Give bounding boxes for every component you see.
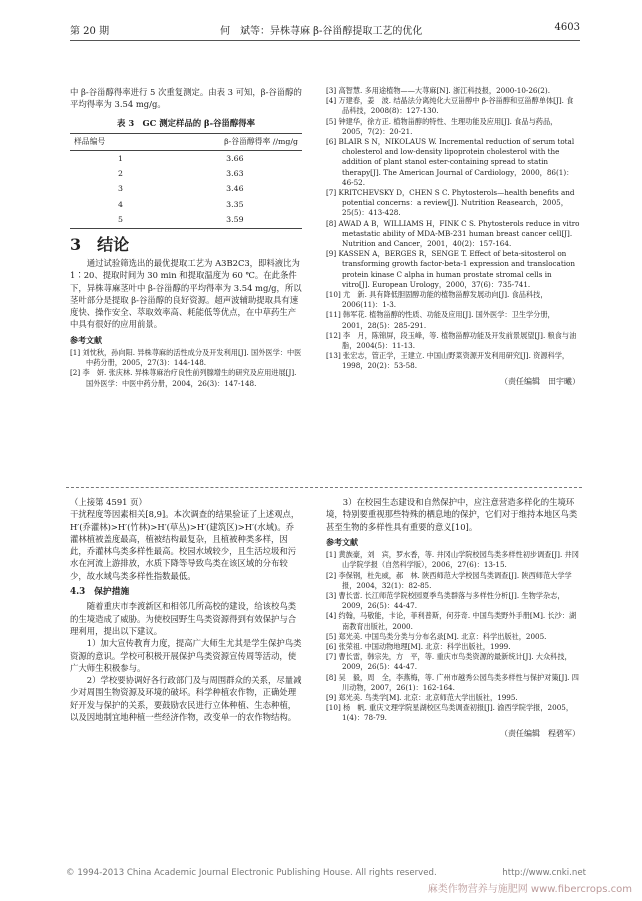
reference-item: [13] 张宏志，管正学，王建立. 中国山野菜资源开发利用研究[J]. 资源科学，1998，20(2)：53-58.: [326, 351, 570, 371]
reference-item: [7] 曹长雷，韩宗先，方 平，等. 重庆市鸟类资源的最新统计[J]. 大众科技，2009，26(5)：44-47.: [326, 652, 572, 672]
table-row: 3 3.46: [118, 184, 244, 194]
table-row: 2 3.63: [118, 168, 244, 178]
reference-item: [3] 高智慧. 多用途植物——大荨麻[N]. 浙江科技报，2000-10-26(2).: [326, 86, 550, 95]
reference-item: [5] 郑光美. 中国鸟类分类与分布名录[M]. 北京：科学出版社，2005.: [326, 631, 547, 641]
table-row: 4 3.35: [118, 199, 244, 209]
reference-item: [11] 韩军花. 植物甾醇的性质、功能及应用[J]. 国外医学：卫生学分册，2001，28(5)：285-291.: [326, 310, 555, 330]
reference-item: [10] 尤 新. 具有降低胆固醇功能的植物甾醇发展动向[J]. 食品科技，2006(11)：1-3.: [326, 290, 548, 310]
header-rule: [70, 40, 580, 41]
reference-item: [9] 郑光美. 鸟类学[M]. 北京：北京师范大学出版社，1995.: [326, 693, 518, 703]
responsible-editor: （责任编辑 程碧军）: [500, 728, 580, 738]
conclusion-paragraph: 通过试验筛选出的最优提取工艺为 A3B2C3，即料液比为 1∶20、提取时间为 30 min 和提取温度为 60 ℃。在此条件下，异株荨麻茎叶中 β-谷甾醇的平均得率为 3.54 mg/g，所以茎叶部分是提取 β-谷甾醇的良好资源。超声波辅助提取具有速度快、操作安全、萃取效率高、耗能低等优点，在中草药生产中具有很好的应用前景。: [70, 257, 302, 330]
responsible-editor: （责任编辑 田宇曦）: [500, 376, 580, 386]
references-label: 参考文献: [326, 536, 358, 547]
reference-item: [2] 李 妍. 张庆林. 异株荨麻治疗良性前列腺增生的研究及应用进展[J]. 国外医学：中医中药分册，2004，26(3)：147-148.: [70, 368, 297, 388]
body-paragraph: 1）加大宣传教育力度，提高广大师生尤其是学生保护鸟类资源的意识。学校可积极开展保护鸟类资源宣传周等活动，使广大师生积极参与。: [70, 638, 302, 673]
reference-item: [8] AWAD A B，WILLIAMS H，FINK C S. Phytosterols reduce in vitro metastatic ability of MDA-MB-231 human breast cancer cell[J]. Nutrition and Cancer，2001，40(2)：157-164.: [326, 218, 580, 249]
table-row: 5 3.59: [70, 212, 302, 228]
top-left-column: [70, 86, 302, 389]
bottom-right-column: [326, 496, 580, 740]
continued-note: （上接第 4591 页）: [70, 497, 147, 507]
top-right-column: [326, 86, 580, 388]
table-caption: 表 3 GC 测定样品的 β-谷甾醇得率: [117, 117, 255, 128]
results-table: [70, 133, 302, 229]
body-paragraph: 随着重庆市李渡新区和相邻几所高校的建设，给该校鸟类的生境造成了威胁。为使校园野生鸟类资源得到有效保护与合理利用，提出以下建议。: [70, 601, 297, 636]
body-paragraph: 2）学校要协调好各行政部门及与周围群众的关系，尽量减少对周围生物资源及环境的破坏。科学种植农作物，正确处理好开发与保护的关系，要鼓励农民进行立体种植、生态种植，以及因地制宜地种植一些经济作物，改变单一的农作物结构。: [70, 675, 302, 723]
running-title: 何 斌等：异株荨麻 β-谷甾醇提取工艺的优化: [220, 26, 423, 37]
reference-item: [6] 张荣祖. 中国动物地理[M]. 北京：科学出版社，1999.: [326, 642, 511, 652]
reference-item: [9] KASSEN A，BERGES R，SENGE T. Effect of beta-sitosterol on transforming growth factor-beta-1 expression and translocation protein kinase C alpha in human prostate stromal cells in vitro[J]. European Urology，2000，37(6)：735-741.: [326, 249, 575, 289]
reference-item: [5] 钟建华，徐方正. 植物甾醇的特性、生理功能及应用[J]. 食品与药品，2005，7(2)：20-21.: [326, 116, 558, 136]
section-heading: 3 结论: [70, 234, 130, 254]
running-header: [70, 22, 580, 42]
watermark: 麻类作物营养与施肥网 www.fiber​crops.com: [427, 884, 632, 895]
cnki-link[interactable]: http://www.cnki.net: [502, 868, 586, 878]
copyright-text: © 1994-2013 China Academic Journal Electronic Publishing House. All rights reserved.: [66, 868, 437, 878]
table-row: 1 3.66: [118, 153, 244, 163]
reference-item: [6] BLAIR S N，NIKOLAUS W. Incremental reduction of serum total cholesterol and low-density lipoprotein cholesterol with the addition of plant stanol ester-containing spread to statin therapy[J]. The American Journal of Cardiology，2000，86(1)：46-52.: [326, 137, 575, 187]
reference-item: [3] 曹长雷. 长江师范学院校园夏季鸟类群落与多样性分析[J]. 生物学杂志，2009，26(5)：44-47.: [326, 591, 565, 611]
reference-item: [10] 杨 帆. 重庆文理学院星湖校区鸟类调查初报[J]. 渝西学院学报，2005，1(4)：78-79.: [326, 703, 574, 723]
table-header-sample: 样品编号: [70, 133, 164, 150]
reference-item: [7] KRITCHEVSKY D，CHEN S C. Phytosterols—health benefits and potential concerns：a review[J]. Nutrition Reasearch，2005，25(5)：413-428.: [326, 188, 575, 218]
reference-item: [2] 李保钢，杜先威，郝 林. 陕西师范大学校园鸟类调查[J]. 陕西师范大学学报，2004，32(1)：82-85.: [326, 570, 572, 590]
subsection-heading: 4.3 保护措施: [70, 587, 130, 598]
body-paragraph: 3）在校园生态建设和自然保护中，应注意营造多样化的生境环境，特别要重视那些特殊的栖息地的保护，它们对于维持本地区鸟类甚至生物的多样性具有重要的意义[10]。: [326, 497, 578, 532]
table-header-yield: β-谷甾醇得率 //mg/g: [164, 133, 302, 150]
issue-number: 第 20 期: [70, 26, 110, 37]
references-label: 参考文献: [70, 334, 102, 345]
reference-item: [12] 李 月，陈锦屏，段玉峰，等. 植物甾醇功能及开发前景展望[J]. 粮食与油脂，2004(5)：11-13.: [326, 330, 577, 351]
reference-item: [8] 吴 毅，周 全，李燕梅，等. 广州市越秀公园鸟类多样性与保护对策[J]. 四川动物，2007，26(1)：162-164.: [326, 672, 579, 692]
results-paragraph: 中 β-谷甾醇得率进行 5 次重复测定。由表 3 可知，β-谷甾醇的平均得率为 3.54 mg/g。: [70, 87, 302, 110]
reference-item: [4] 约翰，马敬能，卡论，菲利普斯，何芬奇. 中国鸟类野外手册[M]. 长沙：湖南教育出版社，2000.: [326, 611, 577, 631]
reference-item: [4] 万建春，姜 波. 结晶法分离纯化大豆甾醇中 β-谷甾醇和豆甾醇单体[J]. 食品科技，2008(8)：127-130.: [326, 96, 574, 116]
page-number: 4603: [554, 22, 580, 33]
reference-item: [1] 刘忱秋，孙向阳. 异株荨麻的活性成分及开发利用[J]. 国外医学：中医中药分册，2005，27(3)：144-148.: [70, 348, 302, 368]
bottom-left-column: [70, 496, 302, 723]
body-paragraph: 干扰程度等因素相关[8,9]。本次调查的结果验证了上述观点，H′(乔灌林)>H′(竹林)>H′(草丛)>H′(建筑区)>H′(水域)。乔灌林植被盖度最高，植被结构最复杂，且植被种类多样，因此，乔灌林鸟类多样性最高。校园水域较少，且生活垃圾和污水在河流上游排放，水质下降等导致鸟类在该区域的分布较少，故水域鸟类多样性指数最低。: [70, 509, 300, 581]
reference-item: [1] 黄族豪，刘 宾，罗水香，等. 井冈山学院校园鸟类多样性初步调查[J]. 井冈山学院学报（自然科学版），2006，27(6)：13-15.: [326, 550, 579, 570]
article-separator: [66, 487, 582, 488]
